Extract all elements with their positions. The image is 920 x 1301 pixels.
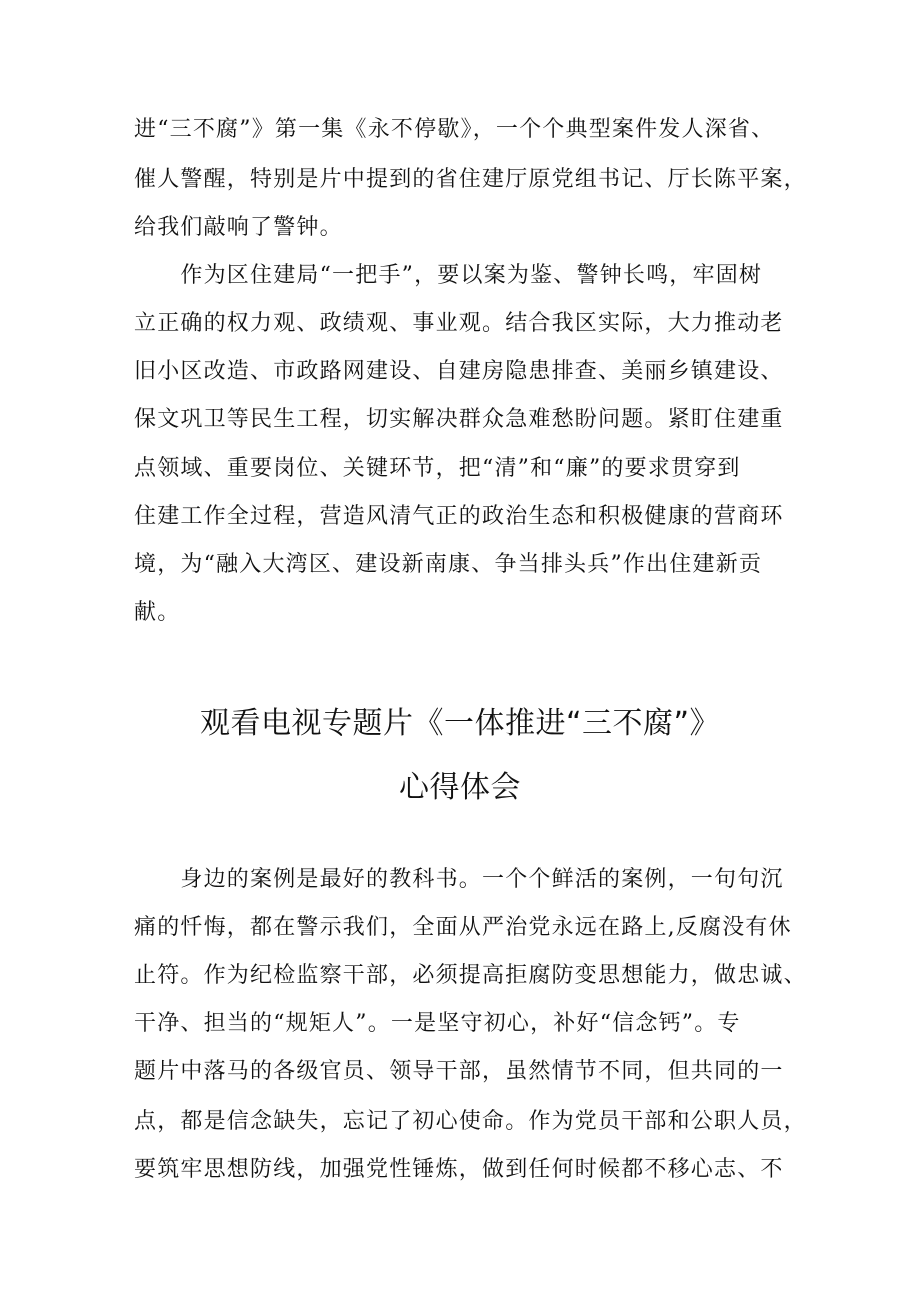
paragraph-2-line-6: 住建工作全过程，营造风清气正的政治生态和积极健康的营商环: [134, 504, 784, 529]
paragraph-3-line-2: 痛的忏悔，都在警示我们，全面从严治党永远在路上,反腐没有休: [134, 915, 792, 940]
paragraph-2-line-5: 点领域、重要岗位、关键环节，把“清”和“廉”的要求贯穿到: [134, 456, 741, 481]
paragraph-2-line-3: 旧小区改造、市政路网建设、自建房隐患排查、美丽乡镇建设、: [134, 359, 784, 384]
paragraph-2-line-1: 作为区住建局“一把手”，要以案为鉴、警钟长鸣，牢固树: [134, 263, 763, 288]
paragraph-2-line-7: 境，为“融入大湾区、建设新南康、争当排头兵”作出住建新贡: [134, 552, 763, 577]
paragraph-3-line-4: 干净、担当的“规矩人”。一是坚守初心，补好“信念钙”。专: [134, 1011, 741, 1036]
paragraph-1-line-1: 进“三不腐”》第一集《永不停歇》，一个个典型案件发人深省、: [134, 117, 775, 142]
paragraph-3-line-7: 要筑牢思想防线，加强党性锤炼，做到任何时候都不移心志、不: [134, 1157, 784, 1182]
paragraph-3-line-3: 止符。作为纪检监察干部，必须提高拒腐防变思想能力，做忠诚、: [134, 963, 807, 988]
paragraph-2-line-4: 保文巩卫等民生工程，切实解决群众急难愁盼问题。紧盯住建重: [134, 407, 784, 432]
paragraph-3-line-5: 题片中落马的各级官员、领导干部，虽然情节不同，但共同的一: [134, 1059, 784, 1084]
paragraph-2-line-8: 献。: [134, 600, 181, 625]
article-title-line-2: 心得体会: [399, 770, 521, 805]
paragraph-1-line-3: 给我们敲响了警钟。: [134, 215, 343, 240]
article-title-line-1: 观看电视专题片《一体推进“三不腐”》: [199, 706, 721, 741]
paragraph-3-line-1: 身边的案例是最好的教科书。一个个鲜活的案例，一句句沉: [134, 867, 784, 892]
paragraph-3-line-6: 点，都是信念缺失，忘记了初心使命。作为党员干部和公职人员，: [134, 1109, 807, 1134]
paragraph-1-line-2: 催人警醒，特别是片中提到的省住建厅原党组书记、厅长陈平案，: [134, 167, 807, 192]
paragraph-2-line-2: 立正确的权力观、政绩观、事业观。结合我区实际，大力推动老: [134, 311, 784, 336]
